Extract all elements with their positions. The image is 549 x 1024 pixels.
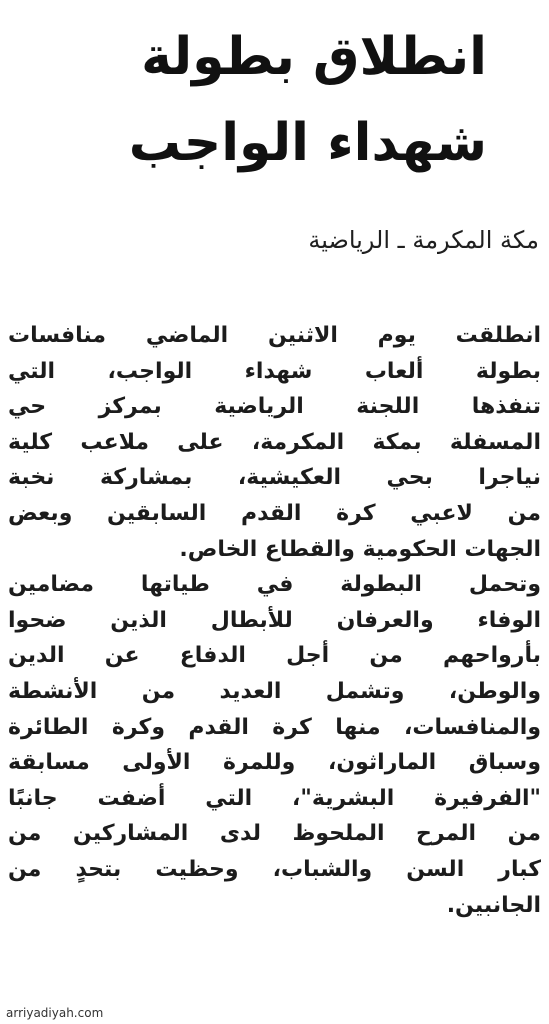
- article-body: [8, 318, 541, 923]
- body-line: من المرح الملحوظ لدى المشاركين من: [8, 821, 541, 847]
- body-line: وتحمل البطولة في طياتها مضامين: [8, 572, 541, 598]
- body-line: الجهات الحكومية والقطاع الخاص.: [179, 536, 541, 562]
- body-line: بطولة ألعاب شهداء الواجب، التي: [8, 358, 541, 384]
- headline-line: انطلاق بطولة: [141, 27, 487, 87]
- body-line: الجانبين.: [446, 892, 541, 918]
- article-headline: [47, 14, 487, 186]
- body-line: بأرواحهم من أجل الدفاع عن الدين: [8, 643, 541, 669]
- body-line: انطلقت يوم الاثنين الماضي منافسات: [8, 323, 541, 348]
- body-line: والوطن، وتشمل العديد من الأنشطة: [8, 678, 541, 704]
- body-line: والمنافسات، منها كرة القدم وكرة الطائرة: [8, 714, 541, 740]
- body-line: من لاعبي كرة القدم السابقين وبعض: [8, 500, 541, 526]
- body-line: نياجرا بحي العكيشية، بمشاركة نخبة: [8, 465, 541, 491]
- body-line: تنفذها اللجنة الرياضية بمركز حي: [8, 394, 541, 420]
- source-watermark: arriyadiyah.com: [6, 1006, 104, 1020]
- body-line: كبار السن والشباب، وحظيت بتحدٍ من: [8, 856, 541, 882]
- body-line: "الفرفيرة البشرية"، التي أضفت جانبًا: [8, 785, 541, 811]
- body-line: الوفاء والعرفان للأبطال الذين ضحوا: [8, 607, 541, 633]
- body-line: المسفلة بمكة المكرمة، على ملاعب كلية: [8, 429, 541, 455]
- article-byline: مكة المكرمة ـ الرياضية: [308, 226, 539, 254]
- body-line: وسباق الماراثون، وللمرة الأولى مسابقة: [8, 750, 541, 776]
- headline-line: شهداء الواجب: [128, 113, 487, 173]
